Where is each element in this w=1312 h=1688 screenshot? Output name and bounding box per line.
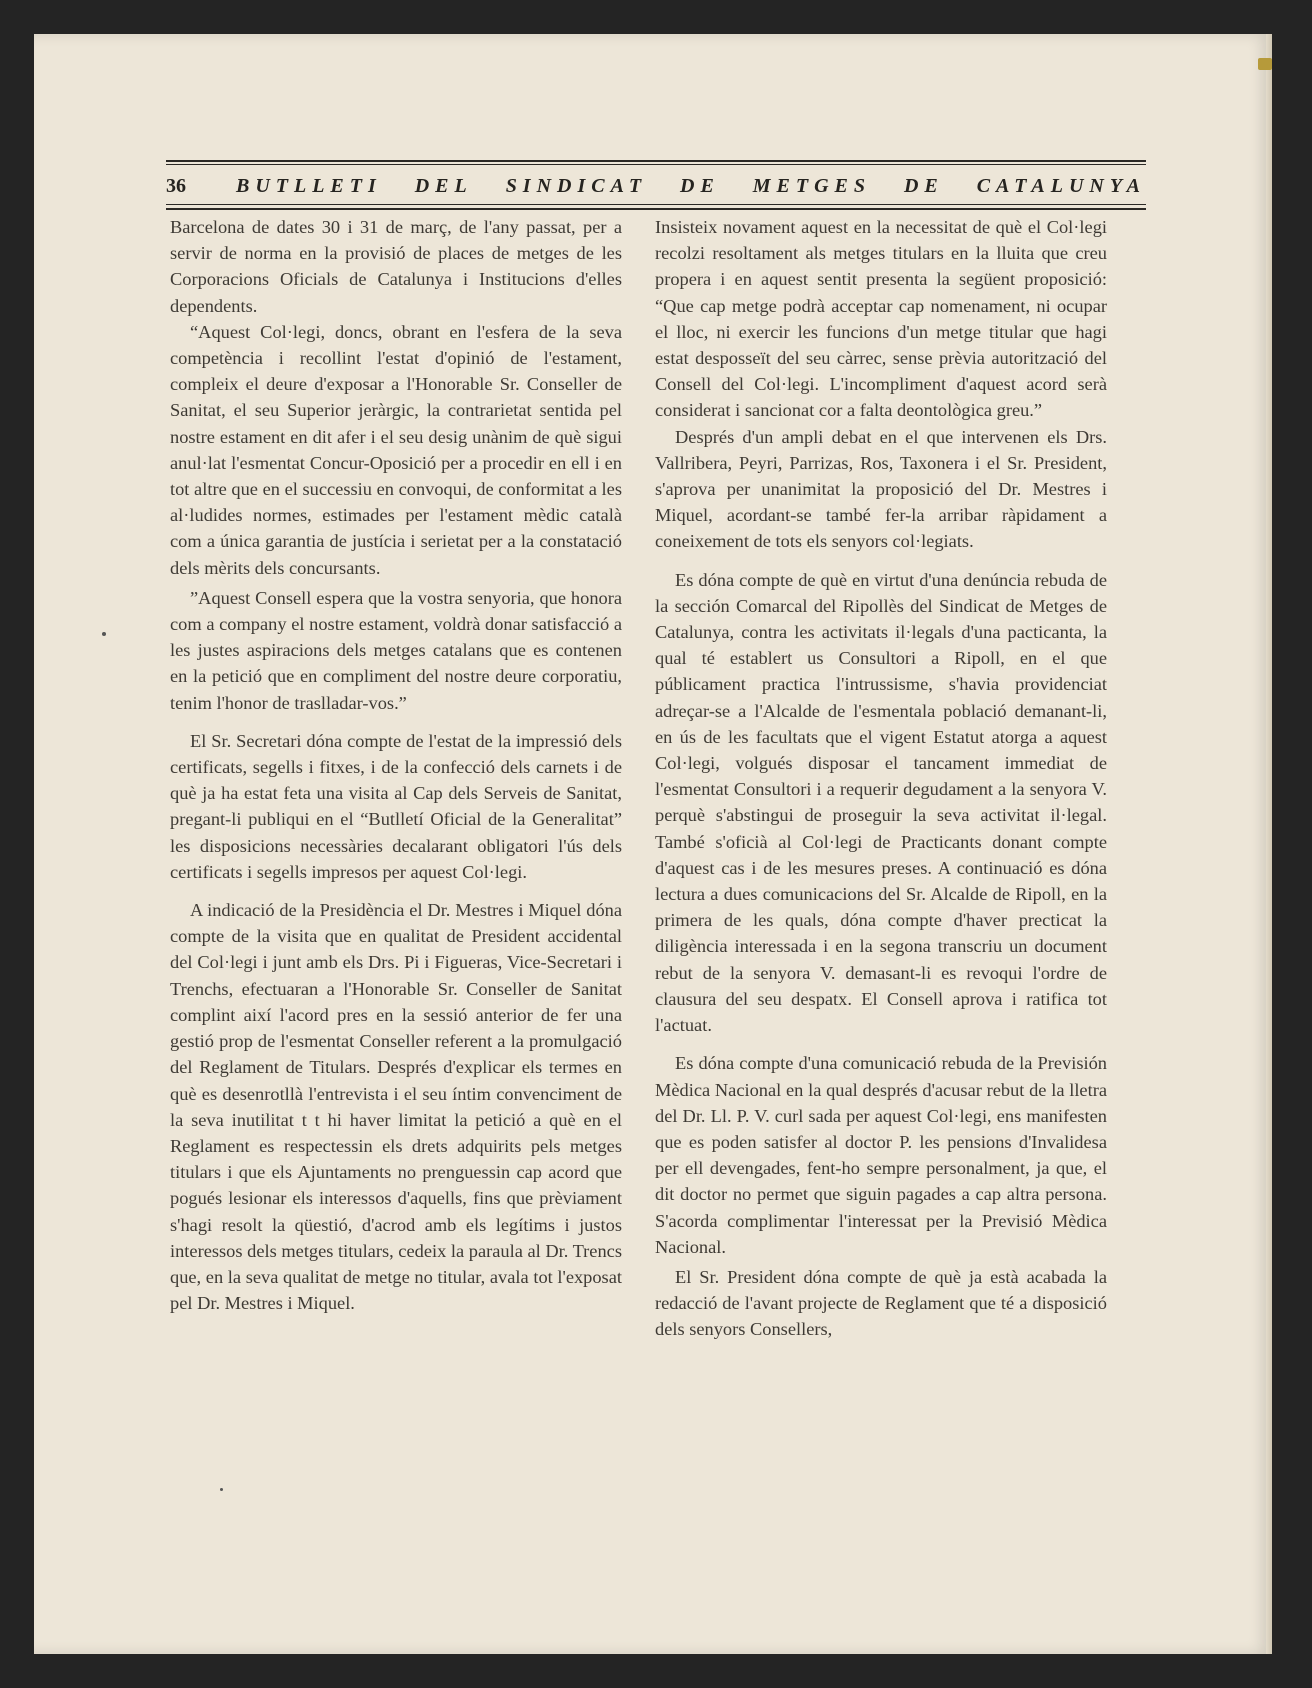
page-number: 36 (166, 174, 186, 197)
header-rule-bottom (166, 208, 1146, 210)
title-word: DEL (414, 174, 473, 197)
journal-title (226, 175, 1146, 198)
header-rule-bottom-thin (166, 204, 1146, 205)
paragraph: ”Aquest Consell espera que la vostra senyoria, que honora com a company el nostre estament, voldrà donar satisfacció a les justes aspiracions dels metges catalans que es contenen en la petició que en compliment del nostre deure corporatiu, tenim l'honor de traslladar-vos.” (170, 587, 622, 713)
page (34, 34, 1272, 1654)
title-word: METGES (752, 174, 872, 197)
paragraph: Es dóna compte d'una comunicació rebuda de la Previsión Mèdica Nacional en la qual després d'acusar rebut de la lletra del Dr. Ll. P. V. curl sada per aquest Col·legi, ens manifesten que es poden satisfer al doctor P. les pensions d'Invalidesa per ell devengades, fent-ho sempre personalment, ja que, el dit doctor no permet que siguin pagades a cap altra persona. S'acorda complimentar l'interessat per la Previsió Mèdica Nacional. (655, 1053, 1107, 1257)
ink-speck (102, 632, 106, 636)
paragraph: Es dóna compte de què en virtut d'una denúncia rebuda de la sección Comarcal del Ripollès del Sindicat de Metges de Catalunya, contra les activitats il·legals d'una pacticanta, la qual té establert us Consultori a Ripoll, en el que públicament practica l'intrussisme, s'havia providenciat adreçar-se a l'Alcalde de l'esmentala població demanant-li, en ús de les facultats que el vigent Estatut atorga a aquest Col·legi, volgués disposar el tancament immediat de l'esmentat Consultori i a requerir degudament a la senyora V. perquè s'abstingui de proseguir la seva activitat il·legal. També s'oficià al Col·legi de Practicants donant compte d'aquest cas i de les mesures preses. A continuació es dóna lectura a dues comunicacions del Sr. Alcalde de Ripoll, en la primera de les quals, dóna compte d'haver precticat la diligència interessada i en la segona transcriu un document rebut de la senyora V. demasant-li es revoqui l'ordre de clausura del seu despatx. El Consell aprova i ratifica tot l'actuat. (655, 569, 1107, 1036)
paragraph: Barcelona de dates 30 i 31 de març, de l'any passat, per a servir de norma en la provisió de places de metges de les Corporacions Oficials de Catalunya i Institucions d'elles dependents. (170, 217, 622, 316)
left-column (170, 214, 622, 1316)
ink-speck (220, 1488, 223, 1491)
right-column (655, 214, 1107, 1343)
title-word: DE (680, 174, 720, 197)
paragraph: “Aquest Col·legi, doncs, obrant en l'esfera de la seva competència i recollint l'estat d'opinió de l'estament, compleix el deure d'exposar a l'Honorable Sr. Conseller de Sanitat, el seu Superior jeràrgic, la contrarietat sentida pel nostre estament en dit afer i el seu desig unànim de què sigui anul·lat l'esmentat Concur-Oposició per a procedir en ell i en tot altre que en el successiu en convoqui, de conformitat a les al·ludides normes, estimades per l'estament mèdic català com a única garantia de justícia i serietat per a la constatació dels mèrits dels concursants. (170, 321, 622, 578)
paragraph: A indicació de la Presidència el Dr. Mestres i Miquel dóna compte de la visita que en qualitat de President accidental del Col·legi i junt amb els Drs. Pi i Figueras, Vice-Secretari i Trenchs, efectuaran a l'Honorable Sr. Conseller de Sanitat complint així l'acord pres en la sessió anterior de fer una gestió prop de l'esmentat Conseller referent a la promulgació del Reglament de Titulars. Després d'explicar els termes en què es desenrotllà l'entrevista i el seu íntim convenciment de la seva inutilitat t t hi haver limitat la petició a què en el Reglament es respectessin els drets adquirits pels metges titulars i que els Ajuntaments no prenguessin cap acord que pogués lesionar els interessos d'aquells, fins que prèviament s'hagi resolt la qüestió, d'acrod amb els legítims i justos interessos dels metges titulars, cedeix la paraula al Dr. Trencs que, en la seva qualitat de metge no titular, avala tot l'exposat pel Dr. Mestres i Miquel. (170, 900, 622, 1314)
running-header (166, 160, 1146, 212)
header-rule-top-thin (166, 164, 1146, 165)
title-word: DE (903, 174, 944, 197)
paragraph: Després d'un ampli debat en el que intervenen els Drs. Vallribera, Peyri, Parrizas, Ros, Taxonera i el Sr. President, s'aprova per unanimitat la proposició del Dr. Mestres i Miquel, acordant-se també fer-la arribar ràpidament a coneixement de tots els senyors col·legiats. (655, 426, 1107, 552)
title-word: CATALUNYA (976, 174, 1146, 197)
header-rule-top (166, 160, 1146, 162)
page-edge (1266, 34, 1272, 1654)
title-word: BUTLLETI (236, 174, 382, 197)
paragraph: El Sr. Secretari dóna compte de l'estat de la impressió dels certificats, segells i fitxes, i de la confecció dels carnets i de què ja ha estat feta una visita al Cap dels Serveis de Sanitat, pregant-li publiqui en el “Butlletí Oficial de la Generalitat” les disposicions necessàries decalarant obligatori l'ús dels certificats i segells impresos per aquest Col·legi. (170, 730, 622, 882)
title-word: SINDICAT (505, 174, 648, 197)
paragraph: Insisteix novament aquest en la necessitat de què el Col·legi recolzi resoltament als metges titulars en la lluita que creu propera i en aquest sentit presenta la següent proposició: “Que cap metge podrà acceptar cap nomenament, ni ocupar el lloc, ni exercir les funcions d'un metge titular que hagi estat desposseït del seu càrrec, sense prèvia autorització del Consell del Col·legi. L'incompliment d'aquest acord serà considerat i sancionat cor a falta deontològica greu.” (655, 217, 1107, 421)
paragraph: El Sr. President dóna compte de què ja està acabada la redacció de l'avant projecte de Reglament que té a disposició dels senyors Consellers, (655, 1266, 1107, 1340)
header-text (166, 172, 1146, 200)
corner-mark (1258, 58, 1272, 70)
